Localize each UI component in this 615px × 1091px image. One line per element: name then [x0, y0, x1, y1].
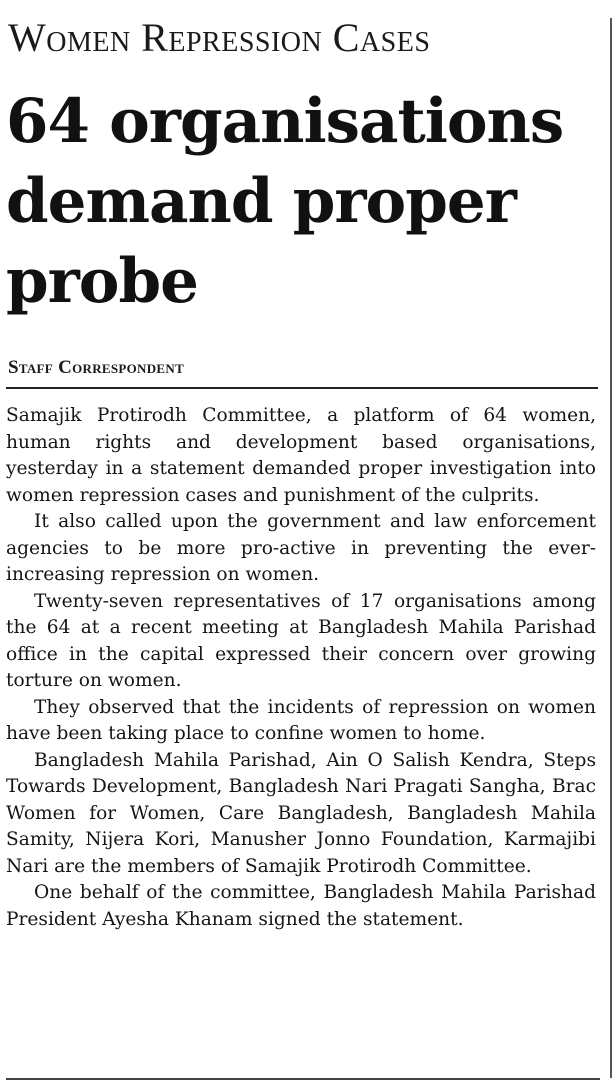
paragraph-3: Twenty-seven representatives of 17 organisations among the 64 at a recent meeting at Bangladesh Mahila Parishad office in the capital expressed their concern over growing torture on women.: [6, 590, 596, 691]
bottom-divider: [6, 1078, 600, 1080]
paragraph-5: Bangladesh Mahila Parishad, Ain O Salish Kendra, Steps Towards Development, Bangladesh Nari Pragati Sangha, Brac Women for Women, Care Bangladesh, Bangladesh Mahila Samity, Nijera Kori, Manusher Jonno Foundation, Karmajibi Nari are the members of Samajik Protirodh Committee.: [6, 749, 596, 877]
column-rule: [610, 18, 612, 1078]
byline: Staff Correspondent: [8, 357, 185, 378]
kicker-heading: Women Repression Cases: [8, 15, 431, 60]
paragraph-4: They observed that the incidents of repression on women have been taking place to confine women to home.: [6, 696, 596, 744]
paragraph-1: Samajik Protirodh Committee, a platform of 64 women, human rights and development based organisations, yesterday in a statement demanded proper investigation into women repression cases and punishment of the culprits.: [6, 405, 596, 506]
paragraph-2: It also called upon the government and law enforcement agencies to be more pro-active in preventing the ever-increasing repression on women.: [6, 511, 596, 585]
byline-divider: [6, 387, 598, 389]
headline: 64 organisations demand proper probe: [6, 86, 564, 317]
paragraph-6: One behalf of the committee, Bangladesh Mahila Parishad President Ayesha Khanam signed the statement.: [6, 882, 596, 930]
article-body: [6, 403, 596, 933]
